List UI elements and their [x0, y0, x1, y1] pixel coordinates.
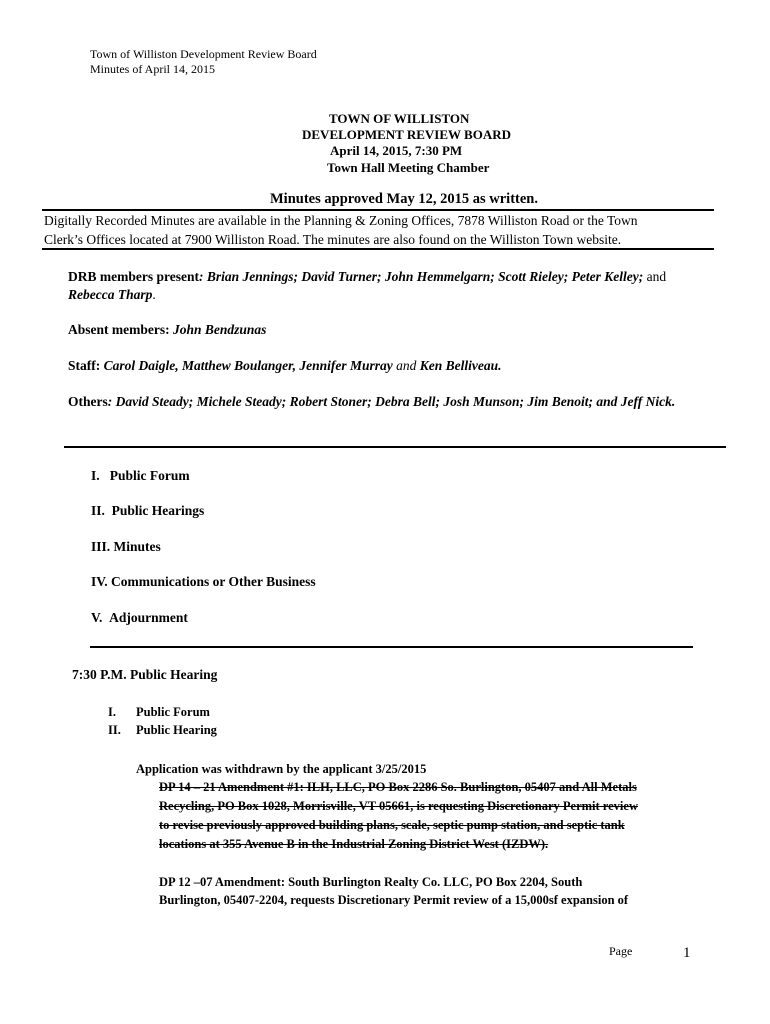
struck-application-line: locations at 355 Avenue B in the Industrial Zoning District West (IZDW).	[159, 837, 549, 851]
agenda-item	[91, 539, 161, 555]
members-present	[68, 268, 708, 304]
and-conjunction: and	[643, 269, 667, 284]
agenda-number: II.	[91, 503, 105, 518]
hearing-item-label: Public Hearing	[136, 723, 217, 737]
hearing-item-number: II.	[108, 723, 121, 737]
staff-label: Staff:	[68, 358, 104, 373]
members-present-label: DRB members present	[68, 269, 199, 284]
member-name: : Brian Jennings	[198, 269, 294, 284]
and-conjunction: and	[392, 358, 420, 373]
period: .	[152, 287, 156, 302]
page-label: Page	[609, 944, 633, 958]
agenda-label: Adjournment	[109, 610, 188, 625]
member-name: Rebecca Tharp	[68, 287, 153, 302]
dp-application-line: Burlington, 05407-2204, requests Discretionary Permit review of a 15,000sf expansion of	[159, 893, 629, 907]
divider	[64, 446, 726, 448]
absent-names: John Bendzunas	[172, 322, 267, 337]
member-names: ; David Turner; John Hemmelgarn; Scott Rieley; Peter Kelley;	[293, 269, 644, 284]
absent-label: Absent members:	[68, 322, 173, 337]
approval-statement: Minutes approved May 12, 2015 as written.	[270, 191, 538, 207]
absent-members	[68, 321, 708, 339]
others-label: Others	[68, 394, 108, 409]
struck-application-line: to revise previously approved building plans, scale, septic pump station, and septic tank	[159, 818, 625, 832]
agenda-label: Communications or Other Business	[111, 574, 316, 589]
agenda-number: III.	[91, 539, 111, 554]
divider	[90, 646, 693, 648]
dp-application-line: DP 12 –07 Amendment: South Burlington Realty Co. LLC, PO Box 2204, South	[159, 875, 583, 889]
agenda-item	[91, 574, 316, 590]
title-board: DEVELOPMENT REVIEW BOARD	[302, 127, 511, 142]
agenda-number: V.	[91, 610, 103, 625]
agenda-item	[91, 503, 204, 519]
title-location: Town Hall Meeting Chamber	[327, 160, 490, 175]
running-header-line2: Minutes of April 14, 2015	[90, 62, 215, 76]
staff-present	[68, 357, 708, 375]
title-date: April 14, 2015, 7:30 PM	[330, 143, 463, 158]
others-present	[68, 393, 718, 411]
struck-application-line: Recycling, PO Box 1028, Morrisville, VT 05661, is requesting Discretionary Permit review	[159, 799, 638, 813]
running-header-line1: Town of Williston Development Review Board	[90, 47, 317, 61]
staff-names: Carol Daigle, Matthew Boulanger, Jennifer Murray	[103, 358, 393, 373]
agenda-item	[91, 610, 188, 626]
hearing-item-label: Public Forum	[136, 705, 210, 719]
title-town: TOWN OF WILLISTON	[329, 111, 470, 126]
struck-application-line: DP 14 – 21 Amendment #1: ILH, LLC, PO Box 2286 So. Burlington, 05407 and All Metals	[159, 780, 637, 794]
agenda-number: I.	[91, 468, 100, 483]
others-names: : David Steady; Michele Steady; Robert Stoner; Debra Bell; Josh Munson; Jim Benoit; and Jeff Nick.	[107, 394, 676, 409]
page-number: 1	[683, 945, 691, 961]
withdrawn-note: Application was withdrawn by the applicant 3/25/2015	[136, 762, 427, 776]
agenda-number: IV.	[91, 574, 108, 589]
recorded-note-line2: Clerk’s Offices located at 7900 Williston Road. The minutes are also found on the Williston Town website.	[44, 232, 622, 247]
hearing-item-number: I.	[108, 705, 116, 719]
staff-name: Ken Belliveau.	[419, 358, 502, 373]
hearing-heading: 7:30 P.M. Public Hearing	[72, 667, 218, 682]
divider	[42, 248, 714, 250]
agenda-label: Public Forum	[109, 468, 190, 483]
agenda-label: Public Hearings	[111, 503, 205, 518]
agenda-item	[91, 468, 190, 484]
recorded-note-line1: Digitally Recorded Minutes are available in the Planning & Zoning Offices, 7878 Williston Road or the Town	[44, 213, 638, 228]
agenda-label: Minutes	[113, 539, 161, 554]
